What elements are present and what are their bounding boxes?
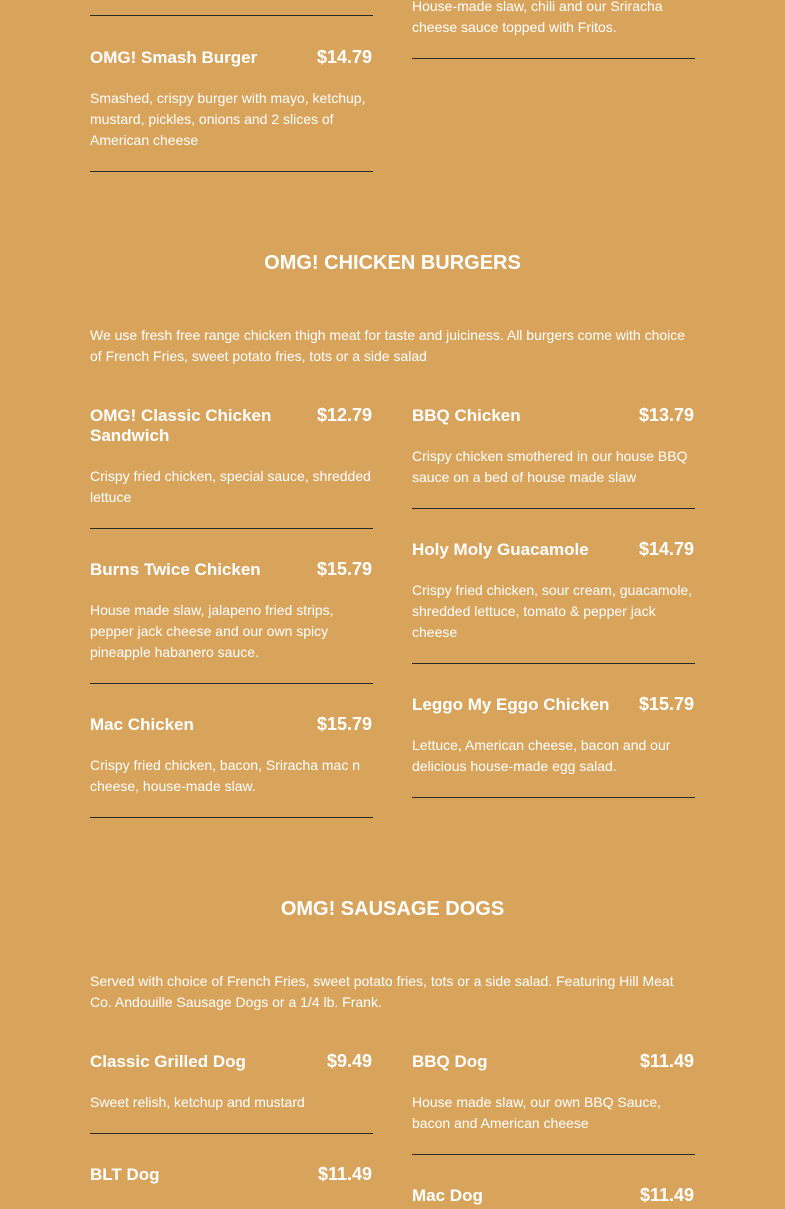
divider [412,1154,695,1155]
section-heading: OMG! SAUSAGE DOGS [280,898,505,920]
divider [412,508,695,509]
item-description: Crispy chicken smothered in our house BBQ sauce on a bed of house made slaw [412,448,688,485]
item-price: $11.49 [639,1051,694,1071]
section-heading: OMG! CHICKEN BURGERS [264,252,521,274]
divider [90,171,373,172]
item-name: Classic Grilled Dog [90,1052,246,1071]
item-price: $15.79 [638,694,694,714]
item-price: $13.79 [638,405,694,425]
item-name: OMG! Smash Burger [90,48,258,67]
item-description: House made slaw, jalapeno fried strips, pepper jack cheese and our own spicy pineapple habanero sauce. [90,602,334,660]
section-intro: We use fresh free range chicken thigh meat for taste and juiciness. All burgers come with choice of French Fries, sweet potato fries, tots or a side salad [90,327,686,364]
item-price: $11.49 [639,1185,694,1205]
divider [412,797,695,798]
item-description: Sweet relish, ketchup and mustard [90,1094,305,1110]
item-price: $15.79 [316,559,372,579]
item-price: $9.49 [326,1051,372,1071]
item-name: Mac Dog [412,1186,483,1205]
item-price: $15.79 [316,714,372,734]
section-intro: Served with choice of French Fries, sweet potato fries, tots or a side salad. Featuring Hill Meat Co. Andouille Sausage Dogs or a 1/4 lb. Frank. [90,973,674,1010]
item-name: BLT Dog [90,1165,160,1184]
divider [90,1133,373,1134]
divider [90,683,373,684]
item-price: $14.79 [316,47,372,67]
item-price: $14.79 [638,539,694,559]
divider [90,528,373,529]
item-description: Crispy fried chicken, sour cream, guacamole, shredded lettuce, tomato & pepper jack cheese [412,582,693,640]
divider [412,58,695,59]
item-description: Smashed, crispy burger with mayo, ketchup, mustard, pickles, onions and 2 slices of American cheese [90,90,366,148]
item-name: Mac Chicken [90,715,194,734]
item-name: Holy Moly Guacamole [412,540,589,559]
item-name: BBQ Dog [412,1052,488,1071]
divider [90,817,373,818]
item-description: House made slaw, our own BBQ Sauce, bacon and American cheese [412,1094,662,1131]
item-name: OMG! Classic Chicken Sandwich [90,406,272,445]
item-description: Lettuce, American cheese, bacon and our delicious house-made egg salad. [412,737,671,774]
item-price: $11.49 [317,1164,372,1184]
item-description: House-made slaw, chili and our Sriracha cheese sauce topped with Fritos. [412,0,663,35]
item-description: Crispy fried chicken, bacon, Sriracha mac n cheese, house-made slaw. [90,757,360,794]
item-name: Leggo My Eggo Chicken [412,695,610,714]
item-name: Burns Twice Chicken [90,560,261,579]
item-price: $12.79 [316,405,372,425]
divider [90,15,373,16]
item-description: Crispy fried chicken, special sauce, shredded lettuce [90,468,371,505]
item-name: BBQ Chicken [412,406,521,425]
divider [412,663,695,664]
